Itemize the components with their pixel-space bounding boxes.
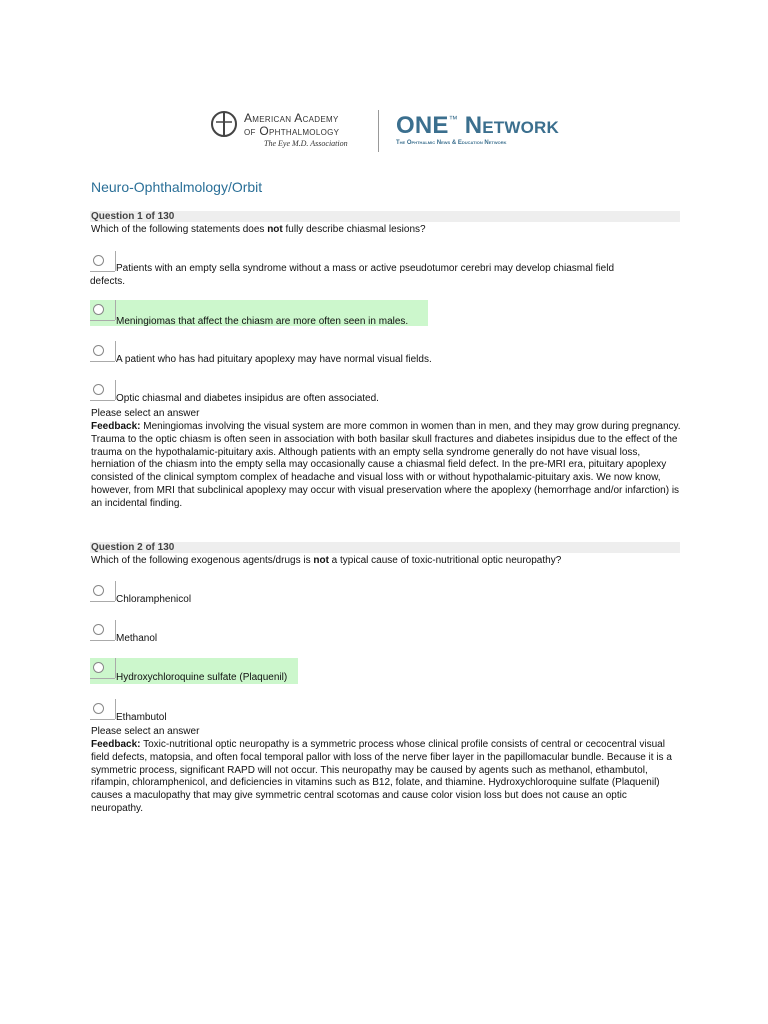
answer-option[interactable] [90,251,615,287]
radio-button[interactable] [93,585,104,596]
answer-option-correct[interactable] [90,658,298,684]
answer-option[interactable] [90,341,432,365]
radio-button[interactable] [93,255,104,266]
radio-button[interactable] [93,624,104,635]
answer-option[interactable] [90,620,158,644]
answer-option-label: A patient who has had pituitary apoplexy may have normal visual fields. [116,354,432,365]
answer-option-label: Chloramphenicol [116,594,192,605]
answer-option-label: Optic chiasmal and diabetes insipidus are often associated. [116,393,379,404]
aao-tagline: The Eye M.D. Association [264,139,348,148]
section-title: Neuro-Ophthalmology/Orbit [91,179,263,195]
radio-button[interactable] [93,703,104,714]
answer-option-label: Methanol [116,633,158,644]
answer-option-label: Hydroxychloroquine sulfate (Plaquenil) [116,672,288,683]
header-logos [210,108,570,156]
radio-button[interactable] [93,384,104,395]
radio-button[interactable] [93,662,104,673]
question-number: Question 2 of 130 [90,542,680,553]
answer-option-label: Ethambutol [116,712,167,723]
answer-option-correct[interactable] [90,300,428,326]
answer-option-label: Meningiomas that affect the chiasm are more often seen in males. [116,316,409,327]
answer-option-label-cont: defects. [90,276,126,287]
select-answer-prompt: Please select an answer [91,726,200,737]
radio-button[interactable] [93,304,104,315]
logo-divider [378,110,379,152]
feedback: Feedback: Meningiomas involving the visual system are more common in women than in men, and they may grow during pregnancy. Trauma to the optic chiasm is often seen in association with both basilar skull fractures and diabetes insipidus due to the effect of the trauma on the hypothalamic-pituitary axis. Although patients with an empty sella syndrome generally do not have visual loss, herniation of the chiasm into the empty sella may occasionally cause a chiasmal field defect. In the pre-MRI era, pituitary apoplexy consisted of the clinical symptom complex of headache and visual loss with or without hypothalamic-pituitary axis. We now know, however, from MRI that subclinical apoplexy may occur with visual preservation where the apoplexy (hemorrhage and/or infarction) is an incidental finding. [91,421,681,509]
answer-option[interactable] [90,380,379,404]
one-network-logo: ONE™ Network [396,112,559,139]
radio-button[interactable] [93,345,104,356]
aao-name: American Academy of Ophthalmology [244,111,340,138]
answer-option[interactable] [90,699,167,723]
answer-option-label: Patients with an empty sella syndrome without a mass or active pseudotumor cerebri may develop chiasmal field [116,263,615,274]
question-number: Question 1 of 130 [90,211,680,222]
answer-option[interactable] [90,581,192,605]
question-text: Which of the following exogenous agents/drugs is not a typical cause of toxic-nutritional optic neuropathy? [91,555,562,566]
one-network-subtitle: The Ophthalmic News & Education Network [396,140,507,146]
feedback: Feedback: Toxic-nutritional optic neuropathy is a symmetric process whose clinical profile consists of central or cecocentral visual field defects, matopsia, and often focal temporal pallor with loss of the nerve fiber layer in the papillomacular bundle. Because it is a symmetric process, significant RAPD will not occur. This neuropathy may be caused by agents such as methanol, ethambutol, rifampin, chloramphenicol, and deficiencies in vitamins such as B12, folate, and thiamine. Hydroxychloroquine sulfate (Plaquenil) causes a maculopathy that may give symmetric central scotomas and cause color vision loss but does not cause an optic neuropathy. [91,739,672,814]
question-text: Which of the following statements does not fully describe chiasmal lesions? [91,224,426,235]
select-answer-prompt: Please select an answer [91,408,200,419]
aao-eye-icon [210,110,238,138]
